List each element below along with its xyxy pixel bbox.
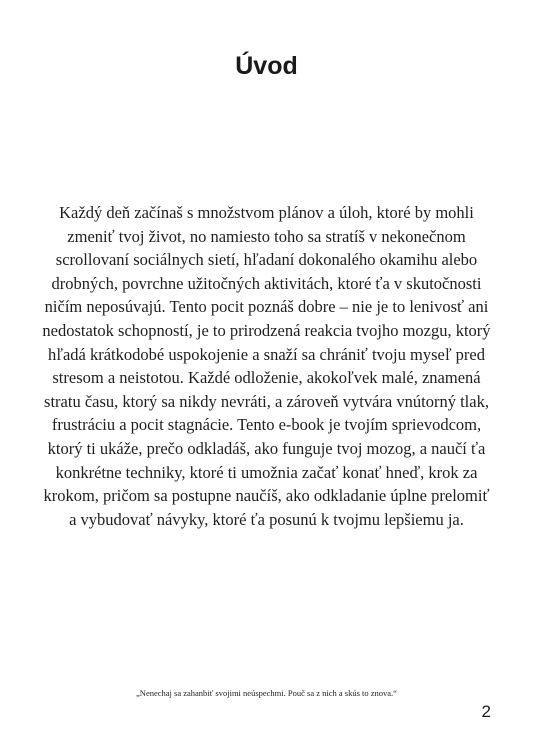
page-title: Úvod — [235, 52, 298, 80]
footer-quote: „Nenechaj sa zahanbiť svojimi neúspechmi. Pouč sa z nich a skús to znova.“ — [136, 688, 397, 698]
page-number: 2 — [481, 702, 491, 721]
body-paragraph: Každý deň začínaš s množstvom plánov a úloh, ktoré by mohli zmeniť tvoj život, no namiesto toho sa stratíš v nekonečnom scrollovaní sociálnych sietí, hľadaní dokonalého okamihu alebo drobných, povrchne užitočných aktivitách, ktoré ťa v skutočnosti ničím neposúvajú. Tento pocit poznáš dobre – nie je to lenivosť ani nedostatok schopností, je to prirodzená reakcia tvojho mozgu, ktorý hľadá krátkodobé uspokojenie a snaží sa chrániť tvoju myseľ pred stresom a neistotou. Každé odloženie, akokoľvek malé, znamená stratu času, ktorý sa nikdy nevráti, a zároveň vytvára vnútorný tlak, frustráciu a pocit stagnácie. Tento e-book je tvojím sprievodcom, ktorý ti ukáže, prečo odkladáš, ako funguje tvoj mozog, a naučí ťa konkrétne techniky, ktoré ti umožnia začať konať hneď, krok za krokom, pričom sa postupne naučíš, ako odkladanie úplne prelomiť a vybudovať návyky, ktoré ťa posunú k tvojmu lepšiemu ja. — [42, 203, 491, 529]
